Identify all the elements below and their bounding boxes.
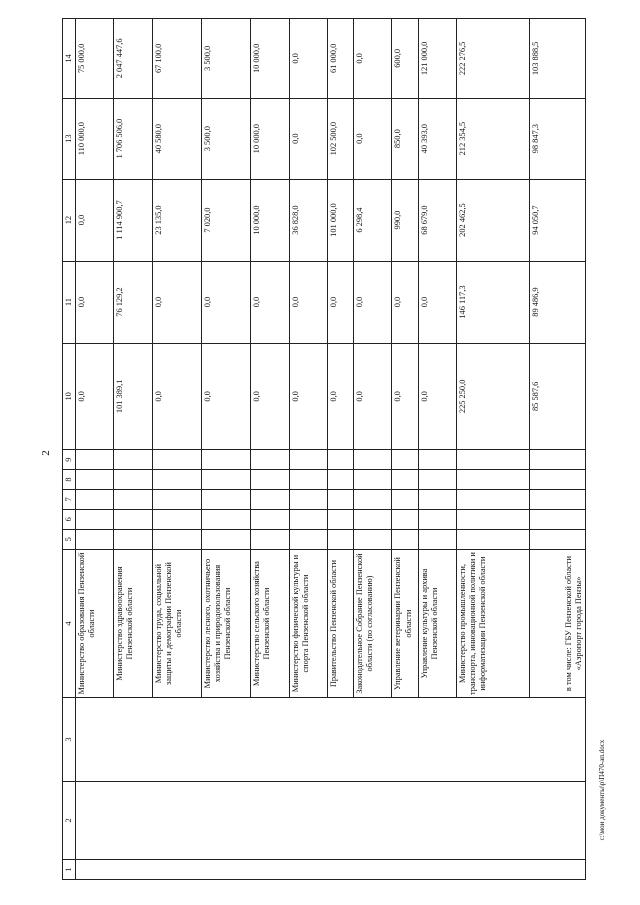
- value-cell: 0,0: [289, 98, 327, 179]
- empty-cell: [327, 470, 353, 490]
- empty-cell: [327, 489, 353, 509]
- empty-cell: [392, 529, 418, 549]
- value-cell: 89 486,9: [530, 261, 586, 343]
- empty-cell: [202, 450, 251, 470]
- value-cell: 101 389,1: [114, 343, 152, 450]
- empty-cell: [152, 529, 201, 549]
- value-cell: 7 020,0: [202, 179, 251, 261]
- department-name-cell: Министерство образования Пензенской области: [76, 549, 114, 698]
- empty-cell: [251, 529, 289, 549]
- value-cell: 0,0: [354, 19, 392, 99]
- empty-cell: [327, 450, 353, 470]
- value-cell: 23 135,0: [152, 179, 201, 261]
- empty-cell: [251, 470, 289, 490]
- value-cell: 0,0: [354, 98, 392, 179]
- value-cell: 0,0: [327, 261, 353, 343]
- empty-cell: [392, 470, 418, 490]
- value-cell: 0,0: [392, 261, 418, 343]
- header-cell: 5: [63, 529, 76, 549]
- department-name-cell: Министерство труда, социальной защиты и демографии Пензенской области: [152, 549, 201, 698]
- department-name-cell: в том числе: ГБУ Пензенской области «Аэропорт города Пензы»: [530, 549, 586, 698]
- department-name-cell: Министерство физической культуры и спорта Пензенской области: [289, 549, 327, 698]
- empty-cell: [530, 470, 586, 490]
- empty-cell: [114, 450, 152, 470]
- empty-cell: [392, 489, 418, 509]
- header-cell: 10: [63, 343, 76, 450]
- empty-cell: [289, 529, 327, 549]
- empty-cell: [289, 470, 327, 490]
- value-cell: 0,0: [327, 343, 353, 450]
- empty-cell: [76, 529, 114, 549]
- value-cell: 36 828,0: [289, 179, 327, 261]
- empty-cell: [327, 509, 353, 529]
- footer-file-path: c:\мои документы\р\П470-ап.docx: [598, 739, 606, 841]
- value-cell: 990,0: [392, 179, 418, 261]
- header-cell: 9: [63, 450, 76, 470]
- value-cell: 76 129,2: [114, 261, 152, 343]
- empty-cell: [354, 470, 392, 490]
- value-cell: 75 000,0: [76, 19, 114, 99]
- empty-cell: [418, 509, 456, 529]
- value-cell: 0,0: [152, 261, 201, 343]
- value-cell: 0,0: [354, 343, 392, 450]
- value-cell: 103 888,5: [530, 19, 586, 99]
- value-cell: 102 500,0: [327, 98, 353, 179]
- empty-cell: [354, 450, 392, 470]
- empty-cell: [418, 450, 456, 470]
- value-cell: 600,0: [392, 19, 418, 99]
- header-cell: 12: [63, 179, 76, 261]
- department-name-cell: Законодательное Собрание Пензенской области (по согласованию): [354, 549, 392, 698]
- page-number: 2: [40, 450, 52, 456]
- value-cell: 6 298,4: [354, 179, 392, 261]
- empty-cell: [152, 489, 201, 509]
- header-row: [63, 19, 76, 880]
- empty-cell: [392, 450, 418, 470]
- header-cell: 13: [63, 98, 76, 179]
- empty-cell: [392, 509, 418, 529]
- empty-cell: [76, 698, 586, 781]
- value-cell: 0,0: [418, 261, 456, 343]
- value-cell: 40 580,0: [152, 98, 201, 179]
- value-cell: 0,0: [76, 343, 114, 450]
- value-cell: 0,0: [76, 179, 114, 261]
- value-cell: 225 250,0: [456, 343, 530, 450]
- empty-cell: [251, 489, 289, 509]
- header-cell: 8: [63, 470, 76, 490]
- empty-cell: [354, 529, 392, 549]
- value-cell: 2 047 447,6: [114, 19, 152, 99]
- value-cell: 0,0: [289, 19, 327, 99]
- empty-cell: [456, 450, 530, 470]
- empty-cell: [251, 450, 289, 470]
- value-cell: 146 117,3: [456, 261, 530, 343]
- header-cell: 7: [63, 489, 76, 509]
- budget-table: [62, 18, 586, 880]
- empty-cell: [327, 529, 353, 549]
- value-cell: 0,0: [392, 343, 418, 450]
- value-cell: 61 000,0: [327, 19, 353, 99]
- value-cell: 94 050,7: [530, 179, 586, 261]
- value-cell: 0,0: [251, 343, 289, 450]
- empty-cell: [202, 470, 251, 490]
- value-cell: 212 354,5: [456, 98, 530, 179]
- header-cell: 11: [63, 261, 76, 343]
- value-cell: 0,0: [202, 343, 251, 450]
- empty-cell: [289, 489, 327, 509]
- value-cell: 10 000,0: [251, 98, 289, 179]
- value-cell: 10 000,0: [251, 19, 289, 99]
- table-row: [76, 19, 114, 880]
- empty-cell: [76, 450, 114, 470]
- empty-cell: [114, 470, 152, 490]
- department-name-cell: Министерство лесного, охотничьего хозяйства и природопользования Пензенской области: [202, 549, 251, 698]
- empty-cell: [152, 450, 201, 470]
- empty-cell: [202, 529, 251, 549]
- value-cell: 67 100,0: [152, 19, 201, 99]
- empty-cell: [456, 529, 530, 549]
- department-name-cell: Управление культуры и архива Пензенской области: [418, 549, 456, 698]
- department-name-cell: Министерство здравоохранения Пензенской области: [114, 549, 152, 698]
- header-cell: 14: [63, 19, 76, 99]
- value-cell: 0,0: [152, 343, 201, 450]
- empty-cell: [456, 470, 530, 490]
- empty-cell: [456, 509, 530, 529]
- empty-cell: [114, 509, 152, 529]
- value-cell: 110 000,0: [76, 98, 114, 179]
- empty-cell: [530, 489, 586, 509]
- empty-cell: [354, 509, 392, 529]
- empty-cell: [76, 781, 586, 859]
- value-cell: 0,0: [418, 343, 456, 450]
- empty-cell: [418, 470, 456, 490]
- empty-cell: [530, 529, 586, 549]
- empty-cell: [354, 489, 392, 509]
- empty-cell: [76, 860, 586, 880]
- value-cell: 0,0: [354, 261, 392, 343]
- empty-cell: [202, 509, 251, 529]
- value-cell: 101 000,0: [327, 179, 353, 261]
- empty-cell: [289, 509, 327, 529]
- value-cell: 1 114 900,7: [114, 179, 152, 261]
- value-cell: 85 587,6: [530, 343, 586, 450]
- value-cell: 0,0: [202, 261, 251, 343]
- header-cell: 4: [63, 549, 76, 698]
- value-cell: 10 000,0: [251, 179, 289, 261]
- value-cell: 202 462,5: [456, 179, 530, 261]
- header-cell: 1: [63, 860, 76, 880]
- empty-cell: [114, 489, 152, 509]
- value-cell: 0,0: [289, 343, 327, 450]
- empty-cell: [418, 489, 456, 509]
- empty-cell: [152, 509, 201, 529]
- department-name-cell: Министерство сельского хозяйства Пензенской области: [251, 549, 289, 698]
- empty-cell: [418, 529, 456, 549]
- empty-cell: [202, 489, 251, 509]
- empty-cell: [530, 509, 586, 529]
- empty-cell: [456, 489, 530, 509]
- empty-cell: [76, 489, 114, 509]
- value-cell: 3 500,0: [202, 19, 251, 99]
- empty-cell: [76, 470, 114, 490]
- department-name-cell: Правительство Пензенской области: [327, 549, 353, 698]
- empty-cell: [76, 509, 114, 529]
- value-cell: 0,0: [76, 261, 114, 343]
- empty-cell: [114, 529, 152, 549]
- rotated-table-container: [62, 18, 586, 880]
- value-cell: 850,0: [392, 98, 418, 179]
- header-cell: 2: [63, 781, 76, 859]
- empty-cell: [289, 450, 327, 470]
- value-cell: 3 500,0: [202, 98, 251, 179]
- header-cell: 3: [63, 698, 76, 781]
- value-cell: 0,0: [251, 261, 289, 343]
- header-cell: 6: [63, 509, 76, 529]
- empty-cell: [152, 470, 201, 490]
- value-cell: 40 393,0: [418, 98, 456, 179]
- value-cell: 0,0: [289, 261, 327, 343]
- value-cell: 222 276,5: [456, 19, 530, 99]
- department-name-cell: Управление ветеринарии Пензенской области: [392, 549, 418, 698]
- empty-cell: [530, 450, 586, 470]
- value-cell: 1 706 506,0: [114, 98, 152, 179]
- empty-cell: [251, 509, 289, 529]
- department-name-cell: Министерство промышленности, транспорта, инновационной политики и информатизации Пензенской области: [456, 549, 530, 698]
- value-cell: 98 847,3: [530, 98, 586, 179]
- value-cell: 68 679,0: [418, 179, 456, 261]
- value-cell: 121 000,0: [418, 19, 456, 99]
